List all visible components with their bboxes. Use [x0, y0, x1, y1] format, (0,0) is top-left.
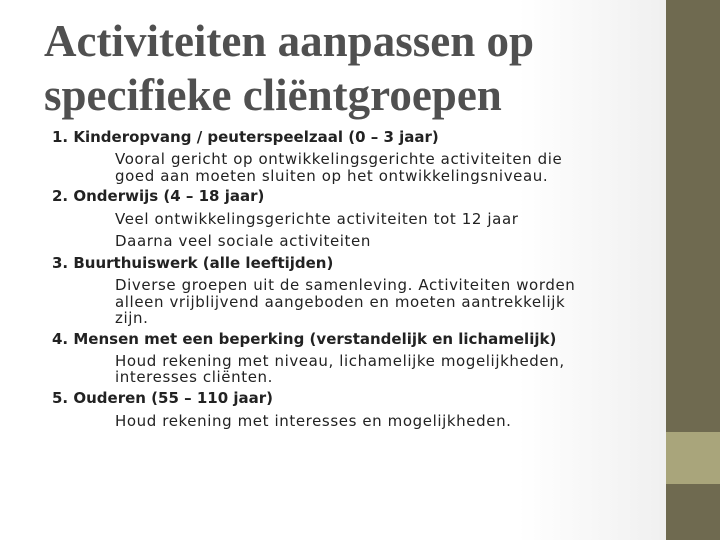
description-line: Houd rekening met interesses en mogelijkheden.: [115, 411, 512, 430]
list-item-heading: 1. Kinderopvang / peuterspeelzaal (0 – 3 jaar): [52, 128, 439, 146]
description-line: Vooral gericht op ontwikkelingsgerichte activiteiten die: [115, 150, 563, 168]
list-item-heading: 2. Onderwijs (4 – 18 jaar): [52, 187, 265, 205]
slide-title: [44, 14, 654, 122]
side-accent-block: [666, 432, 720, 484]
list-item-description: [52, 275, 612, 328]
list-item-description: [52, 149, 612, 185]
description-line: Diverse groepen uit de samenleving. Activiteiten worden: [115, 276, 576, 294]
list-item-heading: 4. Mensen met een beperking (verstandelijk en lichamelijk): [52, 329, 557, 348]
list-item-onderwijs: [52, 185, 612, 252]
list-item-ouderen: [52, 387, 612, 432]
list-item-description: [52, 351, 612, 387]
description-line: Veel ontwikkelingsgerichte activiteiten tot 12 jaar: [115, 210, 519, 228]
title-line-1: Activiteiten aanpassen op: [44, 16, 535, 66]
list-item-heading: 3. Buurthuiswerk (alle leeftijden): [52, 254, 334, 272]
slide-content-list: [52, 126, 612, 432]
description-line: alleen vrijblijvend aangeboden en moeten aantrekkelijk: [115, 292, 566, 311]
list-item-buurthuiswerk: [52, 252, 612, 328]
title-line-2: specifieke cliëntgroepen: [44, 70, 502, 120]
description-line: zijn.: [115, 309, 149, 327]
description-line: goed aan moeten sluiten op het ontwikkelingsniveau.: [115, 166, 549, 185]
description-line: interesses cliënten.: [115, 368, 273, 386]
list-item-description: [52, 208, 612, 252]
description-line: Houd rekening met niveau, lichamelijke mogelijkheden,: [115, 351, 565, 370]
list-item-beperking: [52, 328, 612, 387]
description-line: Daarna veel sociale activiteiten: [115, 232, 371, 250]
list-item-kinderopvang: [52, 126, 612, 185]
list-item-description: [52, 410, 612, 432]
list-item-heading: 5. Ouderen (55 – 110 jaar): [52, 388, 274, 407]
